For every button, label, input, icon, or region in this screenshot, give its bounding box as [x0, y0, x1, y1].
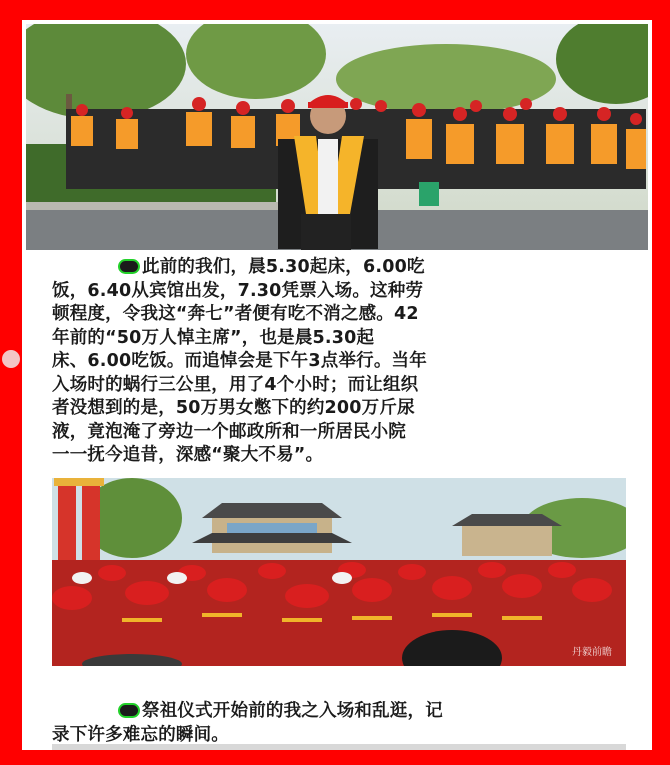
paragraph-2-line: 录下许多难忘的瞬间。: [52, 724, 229, 745]
next-photo-edge: [52, 744, 626, 750]
crowd-photo: [26, 24, 648, 250]
paragraph-1: [52, 256, 627, 468]
paragraph-1-line: 入场时的蜗行三公里，用了4个小时；而让组织: [52, 374, 419, 395]
paragraph-1-line: 者没想到的是，50万男女憋下的约200万斤尿: [52, 398, 415, 418]
paragraph-1-line: 液，竟泡淹了旁边一个邮政所和一所居民小院: [52, 421, 406, 442]
paragraph-1-line: 床、6.00吃饭。而追悼会是下午3点举行。当年: [52, 351, 427, 371]
paragraph-1-line: 顿程度，令我这“奔七”者便有吃不消之感。42: [52, 304, 419, 324]
paragraph-1-line: 年前的“50万人悼主席”，也是晨5.30起: [52, 327, 375, 348]
ceremony-photo: [52, 478, 626, 666]
paragraph-1-line: 饭，6.40从宾馆出发，7.30凭票入场。这种劳: [52, 280, 424, 301]
bullet-dot-icon: [118, 259, 140, 274]
side-decoration-icon: [2, 350, 20, 368]
article-frame: [22, 20, 652, 750]
bullet-dot-icon: [118, 703, 140, 718]
paragraph-2-line: 祭祖仪式开始前的我之入场和乱逛，记: [52, 700, 627, 724]
paragraph-1-line: 此前的我们，晨5.30起床，6.00吃: [52, 256, 627, 280]
photo-watermark: 丹毅前瞻: [572, 647, 612, 658]
paragraph-1-line: 一一抚今追昔，深感“聚大不易”。: [52, 445, 324, 465]
paragraph-2: [52, 700, 627, 747]
